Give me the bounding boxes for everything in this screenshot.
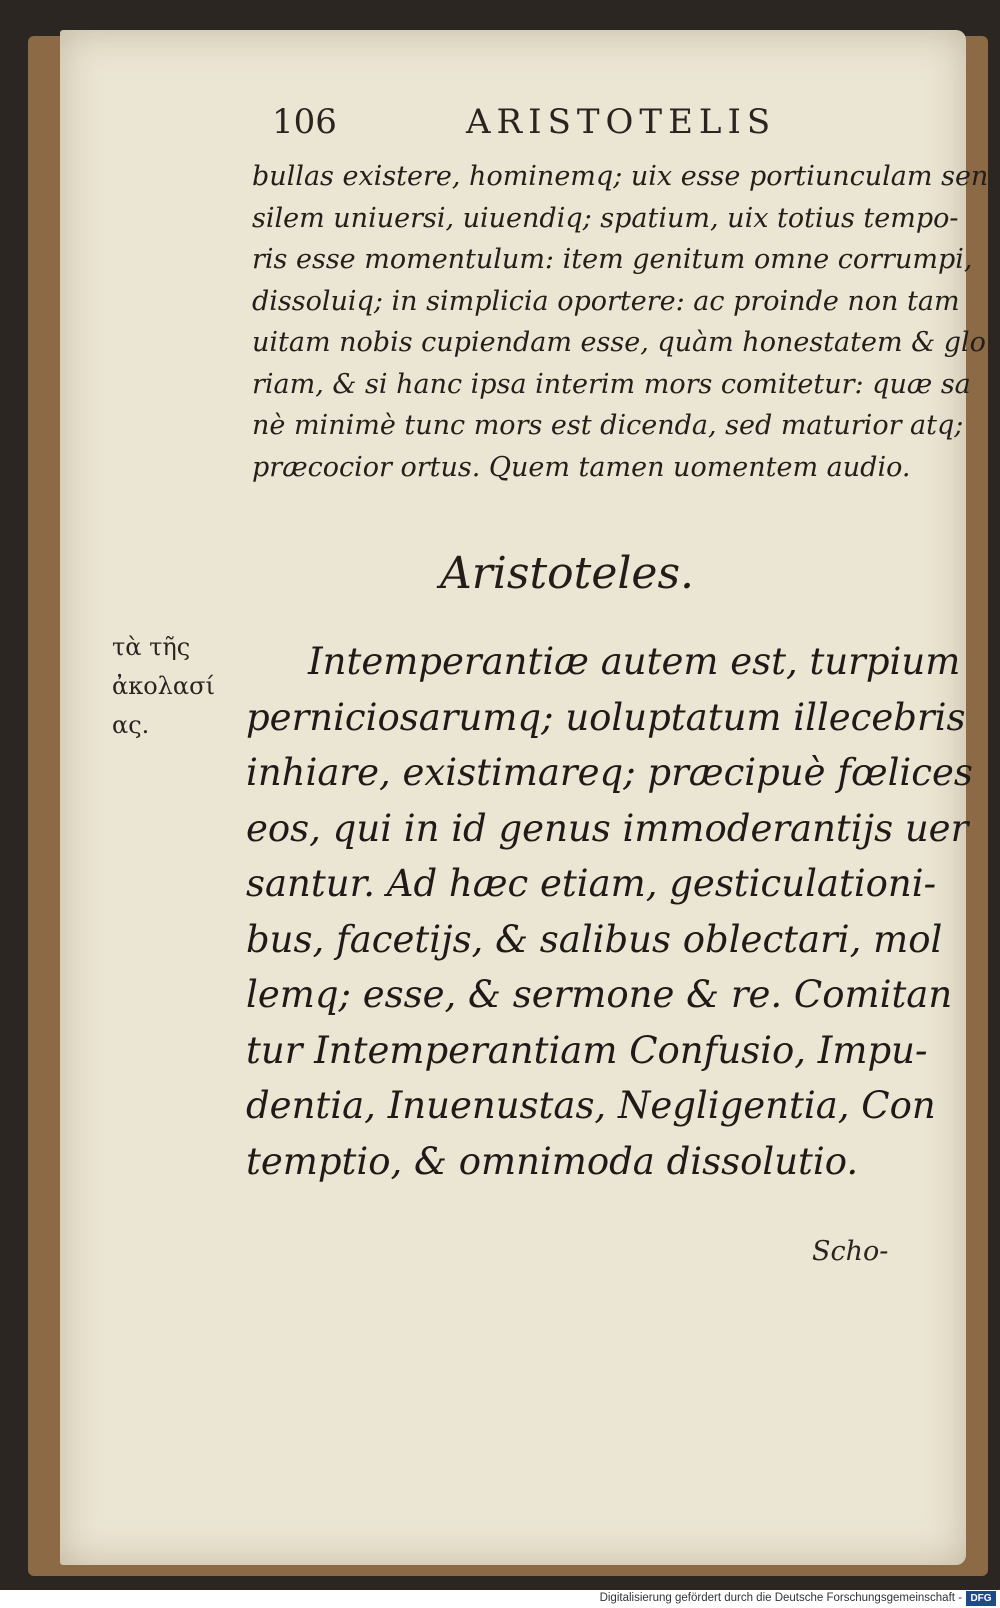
text-line: dentia, Inuenustas, Negligentia, Con xyxy=(246,1084,936,1127)
text-line: eos, qui in id genus immoderantijs uer xyxy=(246,806,969,850)
text-line: temptio, & omnimoda dissolutio. xyxy=(246,1139,859,1183)
text-line: uitam nobis cupiendam esse, quàm honestatem & glo xyxy=(252,327,986,358)
text-line: præcocior ortus. Quem tamen uomentem audio. xyxy=(252,451,911,483)
margin-note-line: τὰ τῆς xyxy=(112,633,191,661)
text-line: bullas existere, hominemq; uix esse portiunculam sen xyxy=(252,161,989,192)
text-line: dissoluiq; in simplicia oportere: ac proinde non tam xyxy=(252,285,960,317)
text-line: silem uniuersi, uiuendiq; spatium, uix totius tempo- xyxy=(252,202,959,234)
dfg-logo-icon: DFG xyxy=(966,1591,996,1606)
catchword: Scho- xyxy=(812,1236,889,1267)
text-line: ris esse momentulum: item genitum omne corrumpi, xyxy=(252,244,973,275)
book-page xyxy=(60,30,989,1565)
text-line: lemq; esse, & sermone & re. Comitan xyxy=(246,973,953,1016)
text-line: perniciosarumq; uoluptatum illecebris xyxy=(246,695,966,739)
running-title: ARISTOTELIS xyxy=(466,102,777,142)
footer-bar xyxy=(0,1590,1000,1608)
funding-credit: Digitalisierung gefördert durch die Deutsche Forschungsgemeinschaft - xyxy=(599,1592,962,1604)
text-line: tur Intemperantiam Confusio, Impu- xyxy=(246,1028,928,1072)
text-line: bus, facetijs, & salibus oblectari, mol xyxy=(246,917,943,961)
section-heading: Aristoteles. xyxy=(440,548,695,599)
paragraph-1 xyxy=(252,156,989,488)
text-line: riam, & si hanc ipsa interim mors comitetur: quæ sa xyxy=(252,368,971,400)
text-line: inhiare, existimareq; præcipuè fœlices xyxy=(246,751,973,794)
text-line: santur. Ad hæc etiam, gesticulationi- xyxy=(246,862,937,905)
page-header xyxy=(60,102,966,150)
text-line: nè minimè tunc mors est dicenda, sed maturior atq; xyxy=(252,410,964,441)
paragraph-2 xyxy=(246,634,973,1189)
margin-note-line: ας. xyxy=(112,711,150,739)
text-line: Intemperantiæ autem est, turpium xyxy=(308,640,961,683)
page-number: 106 xyxy=(272,102,337,142)
margin-note xyxy=(112,628,252,745)
margin-note-line: ἀκολασί xyxy=(112,672,215,700)
